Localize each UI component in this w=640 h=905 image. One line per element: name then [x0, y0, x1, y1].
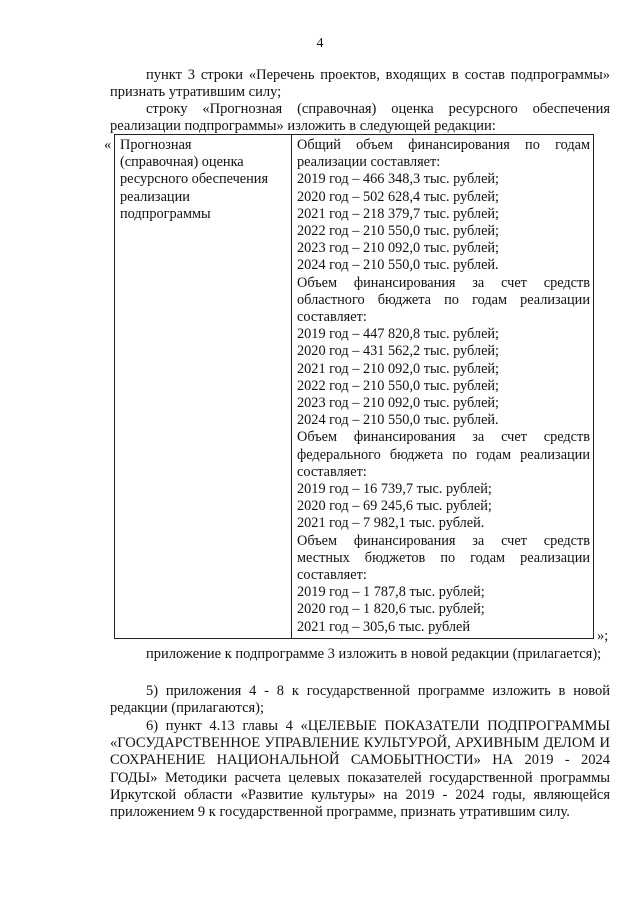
federal-year-row: 2019 год – 16 739,7 тыс. рублей; [297, 481, 492, 498]
total-year-row: 2023 год – 210 092,0 тыс. рублей; [297, 240, 500, 257]
federal-year-row: 2021 год – 7 982,1 тыс. рублей. [297, 515, 485, 532]
total-year-row: 2024 год – 210 550,0 тыс. рублей. [297, 257, 499, 274]
regional-year-row: 2023 год – 210 092,0 тыс. рублей; [297, 395, 500, 412]
regional-year-row: 2021 год – 210 092,0 тыс. рублей; [297, 360, 500, 377]
resource-table-row [115, 135, 594, 639]
label-line: (справочная) оценка [120, 154, 244, 171]
paragraph-item-6: 6) пункт 4.13 главы 4 «ЦЕЛЕВЫЕ ПОКАЗАТЕЛИ ПОДПРОГРАММЫ «ГОСУДАРСТВЕННОЕ УПРАВЛЕНИЕ КУЛЬТУРОЙ, АРХИВНЫМ ДЕЛОМ И СОХРАНЕНИЕ НАЦИОНАЛЬНОЙ САМОБЫТНОСТИ» НА 2019 - 2024 ГОДЫ» Методики расчета целевых показателей государственной программы Иркутской области «Развитие культуры» на 2019 - 2024 годы, являющейся приложением 9 к государственной программе, признать утратившим силу. [110, 718, 610, 821]
federal-heading-line: Объем финансирования за счет средств [297, 429, 590, 446]
label-line: ресурсного обеспечения [120, 171, 269, 188]
total-year-row: 2019 год – 466 348,3 тыс. рублей; [297, 171, 500, 188]
resource-value-cell [292, 135, 594, 639]
federal-heading-line: составляет: [297, 463, 367, 480]
resource-label-cell [115, 135, 292, 639]
local-heading-line: составляет: [297, 567, 367, 584]
paragraph-item-3-repeal: пункт 3 строки «Перечень проектов, входящих в состав подпрограммы» признать утратившим силу; [110, 67, 610, 101]
label-line: подпрограммы [120, 205, 211, 222]
local-year-row: 2020 год – 1 820,6 тыс. рублей; [297, 601, 485, 618]
paragraph-resource-row-intro: строку «Прогнозная (справочная) оценка ресурсного обеспечения реализации подпрограммы» изложить в следующей редакции: [110, 101, 610, 135]
paragraph-item-5: 5) приложения 4 - 8 к государственной программе изложить в новой редакции (прилагаются); [110, 683, 610, 717]
total-heading-line: Общий объем финансирования по годам [297, 137, 590, 153]
local-year-row: 2019 год – 1 787,8 тыс. рублей; [297, 584, 485, 601]
closing-quote-mark: »; [597, 628, 609, 644]
total-year-row: 2020 год – 502 628,4 тыс. рублей; [297, 188, 500, 205]
label-line: Прогнозная [120, 137, 192, 153]
federal-heading-line: федерального бюджета по годам реализации [297, 446, 590, 463]
regional-heading-line: составляет: [297, 309, 367, 326]
regional-heading-line: областного бюджета по годам реализации [297, 291, 590, 308]
total-heading-line: реализации составляет: [297, 154, 441, 171]
regional-year-row: 2020 год – 431 562,2 тыс. рублей; [297, 343, 500, 360]
total-year-row: 2022 год – 210 550,0 тыс. рублей; [297, 223, 500, 240]
total-year-row: 2021 год – 218 379,7 тыс. рублей; [297, 205, 500, 222]
regional-year-row: 2019 год – 447 820,8 тыс. рублей; [297, 326, 500, 343]
regional-year-row: 2024 год – 210 550,0 тыс. рублей. [297, 412, 499, 429]
local-heading-line: местных бюджетов по годам реализации [297, 549, 590, 566]
opening-quote-mark: « [104, 137, 112, 153]
page-number: 4 [316, 36, 324, 51]
paragraph-appendix-to-subprogram: приложение к подпрограмме 3 изложить в новой редакции (прилагается); [146, 646, 602, 662]
label-line: реализации [120, 188, 190, 205]
resource-table [114, 134, 594, 639]
local-year-row: 2021 год – 305,6 тыс. рублей [297, 618, 471, 635]
local-heading-line: Объем финансирования за счет средств [297, 532, 590, 549]
regional-heading-line: Объем финансирования за счет средств [297, 274, 590, 291]
regional-year-row: 2022 год – 210 550,0 тыс. рублей; [297, 377, 500, 394]
federal-year-row: 2020 год – 69 245,6 тыс. рублей; [297, 498, 492, 515]
